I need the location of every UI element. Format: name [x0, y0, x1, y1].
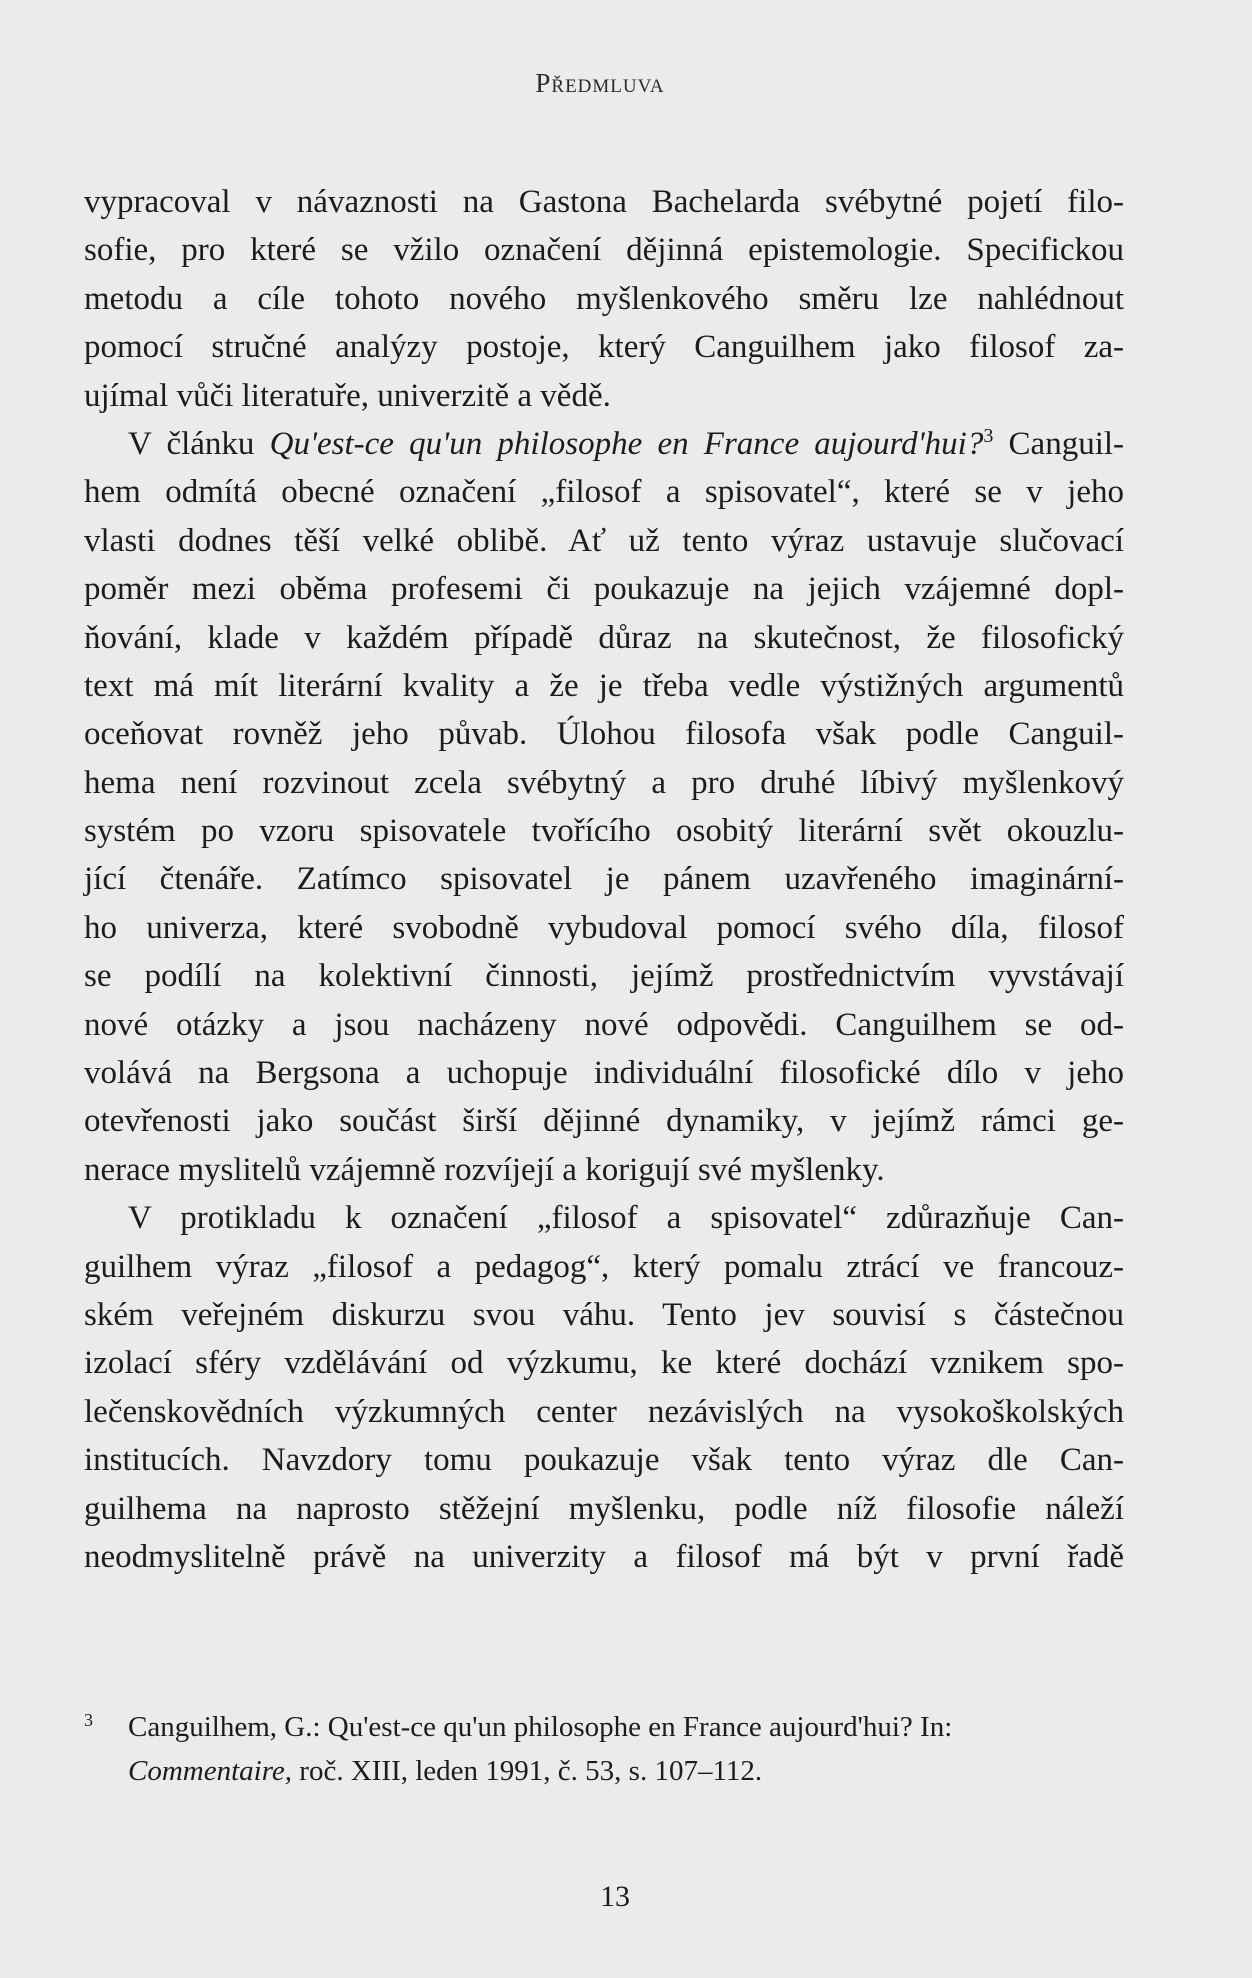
article-title: Qu'est-ce qu'un philosophe en France aujourd'hui?	[269, 425, 984, 462]
text-line: ském veřejném diskurzu svou váhu. Tento jev souvisí s částečnou	[84, 1296, 1124, 1333]
line-prefix: V článku	[128, 425, 255, 462]
text-line: guilhema na naprosto stěžejní myšlenku, podle níž filosofie náleží	[84, 1490, 1124, 1527]
main-text	[84, 178, 1124, 1581]
footnote-line	[128, 1749, 1124, 1793]
footnote-reference[interactable]: 3	[983, 424, 994, 447]
paragraph-2	[84, 420, 1124, 1194]
text-line: systém po vzoru spisovatele tvořícího osobitý literární svět okouzlu-	[84, 813, 1124, 850]
paragraph-1	[84, 178, 1124, 420]
footnote-body	[128, 1705, 1124, 1793]
text-line: oceňovat rovněž jeho půvab. Úlohou filosofa však podle Canguil-	[84, 716, 1124, 753]
running-head: Předmluva	[535, 68, 665, 98]
footnote-citation: roč. XIII, leden 1991, č. 53, s. 107–112.	[292, 1755, 763, 1787]
text-line: volává na Bergsona a uchopuje individuální filosofické dílo v jeho	[84, 1055, 1124, 1092]
footnote-mark: 3	[84, 1710, 93, 1730]
text-line: poměr mezi oběma profesemi či poukazuje na jejich vzájemné dopl-	[84, 571, 1124, 608]
text-line: lečenskovědních výzkumných center nezávislých na vysokoškolských	[84, 1393, 1124, 1430]
text-line	[84, 420, 1124, 468]
footnote-line: Canguilhem, G.: Qu'est-ce qu'un philosophe en France aujourd'hui? In:	[128, 1711, 953, 1743]
text-line: hema není rozvinout zcela svébytný a pro druhé líbivý myšlenkový	[84, 764, 1124, 801]
text-line: hem odmítá obecné označení „filosof a spisovatel“, které se v jeho	[84, 474, 1124, 511]
page-number: 13	[600, 1880, 630, 1913]
text-line: V protikladu k označení „filosof a spisovatel“ zdůrazňuje Can-	[128, 1200, 1124, 1237]
text-line: vypracoval v návaznosti na Gastona Bachelarda svébytné pojetí filo-	[84, 184, 1124, 220]
text-line: vlasti dodnes těší velké oblibě. Ať už tento výraz ustavuje slučovací	[84, 522, 1124, 559]
footnote	[84, 1705, 1124, 1793]
text-line: text má mít literární kvality a že je třeba vedle výstižných argumentů	[84, 667, 1124, 704]
text-line: se podílí na kolektivní činnosti, jejímž prostřednictvím vyvstávají	[84, 958, 1124, 995]
text-line: ujímal vůči literatuře, univerzitě a vědě.	[84, 377, 611, 414]
line-suffix: Canguil-	[1008, 425, 1125, 462]
text-line: ho univerza, které svobodně vybudoval pomocí svého díla, filosof	[84, 909, 1124, 946]
text-line: metodu a cíle tohoto nového myšlenkového směru lze nahlédnout	[84, 280, 1124, 317]
text-line: institucích. Navzdory tomu poukazuje však tento výraz dle Can-	[84, 1442, 1124, 1479]
text-line: otevřenosti jako součást širší dějinné dynamiky, v jejímž rámci ge-	[84, 1103, 1124, 1140]
text-line: pomocí stručné analýzy postoje, který Canguilhem jako filosof za-	[84, 329, 1124, 366]
text-line: nerace myslitelů vzájemně rozvíjejí a korigují své myšlenky.	[84, 1151, 885, 1188]
text-line: ňování, klade v každém případě důraz na skutečnost, že filosofický	[84, 619, 1124, 656]
text-line: izolací sféry vzdělávání od výzkumu, ke které dochází vznikem spo-	[84, 1345, 1124, 1382]
text-line: sofie, pro které se vžilo označení dějinná epistemologie. Specifickou	[84, 232, 1124, 269]
text-line: neodmyslitelně právě na univerzity a filosof má být v první řadě	[84, 1538, 1124, 1575]
text-line: nové otázky a jsou nacházeny nové odpovědi. Canguilhem se od-	[84, 1006, 1124, 1043]
text-line: jící čtenáře. Zatímco spisovatel je pánem uzavřeného imaginární-	[84, 861, 1124, 898]
journal-title: Commentaire,	[128, 1755, 293, 1787]
paragraph-3	[84, 1194, 1124, 1581]
text-line: guilhem výraz „filosof a pedagog“, který pomalu ztrácí ve francouz-	[84, 1248, 1124, 1285]
